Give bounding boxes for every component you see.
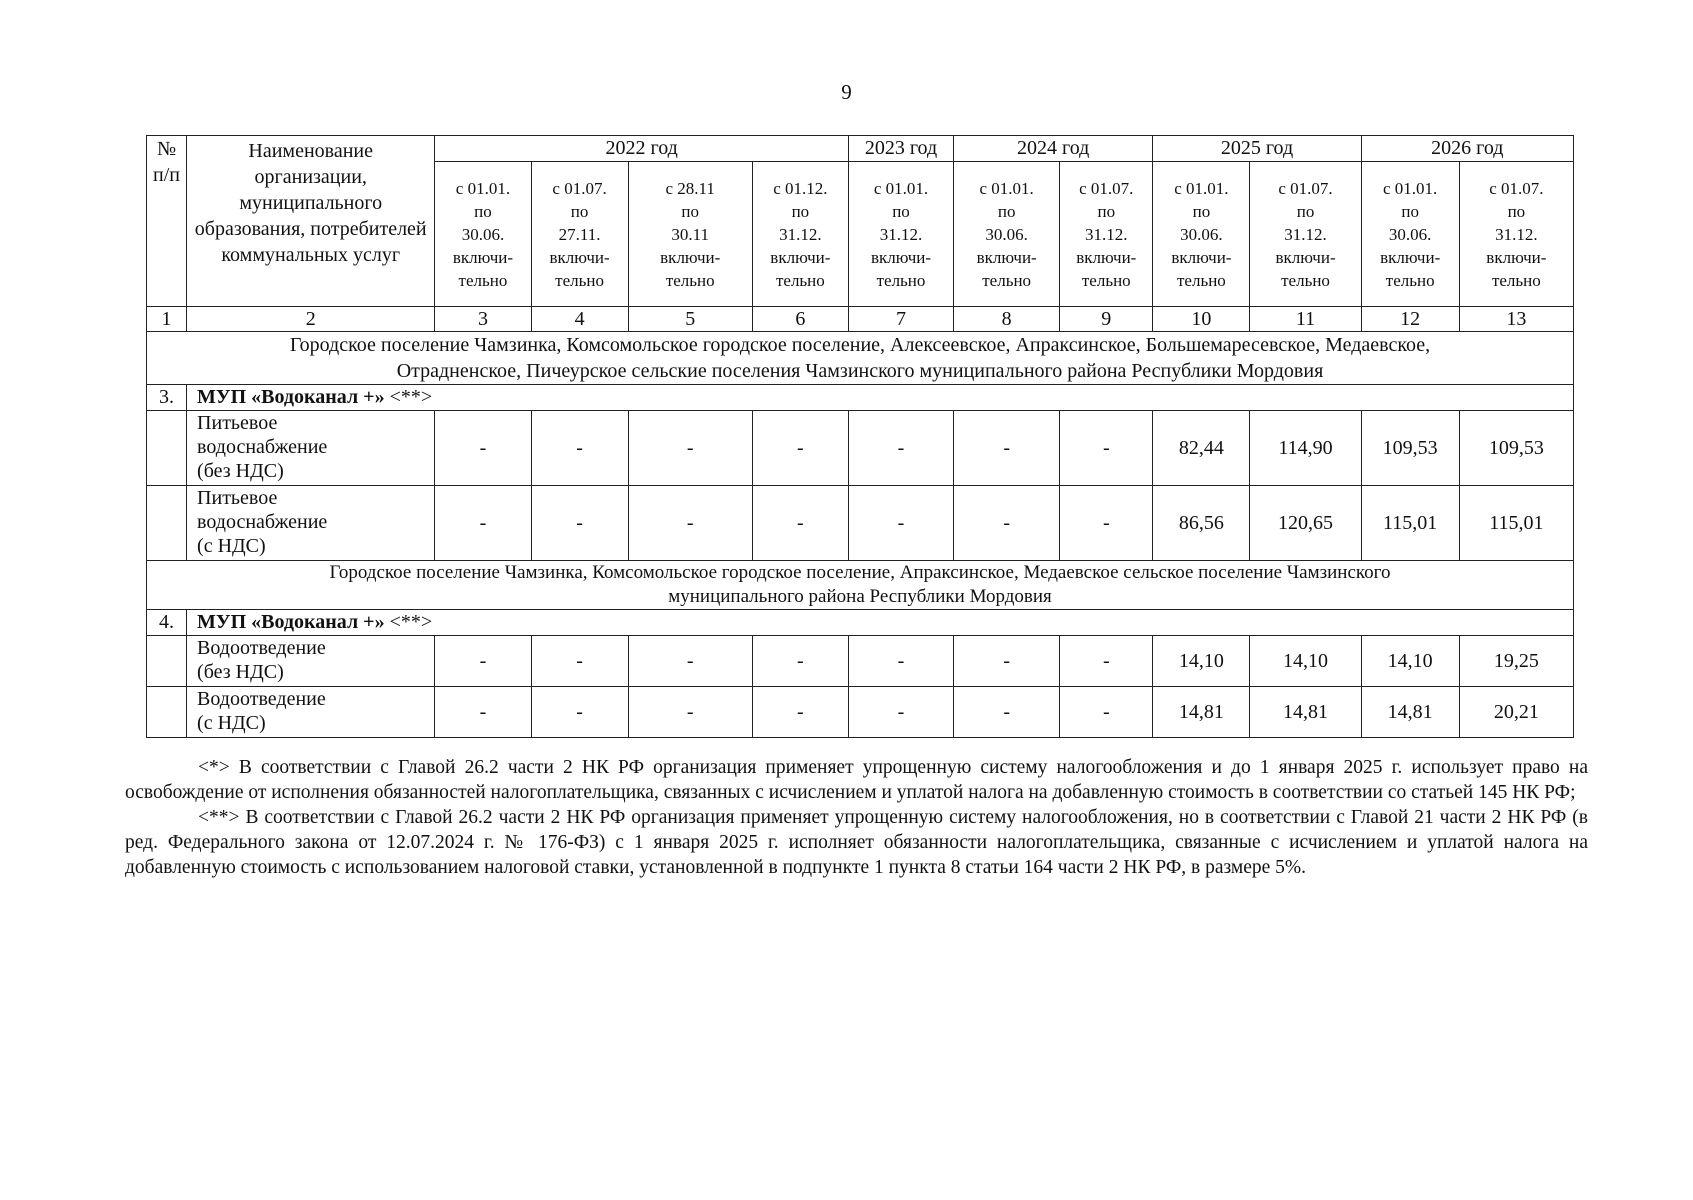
region-line: муниципального района Республики Мордовия bbox=[668, 586, 1052, 607]
region-row bbox=[147, 561, 1574, 610]
header-period-line: с 01.01. bbox=[1174, 178, 1229, 198]
tariff-value: - bbox=[848, 687, 953, 738]
service-name bbox=[187, 411, 435, 486]
header-period-line: тельно bbox=[1081, 270, 1131, 290]
region-line: Отрадненское, Пичеурское сельские поселения Чамзинского муниципального района Республики Мордовия bbox=[396, 360, 1324, 382]
column-number: 5 bbox=[628, 307, 752, 332]
header-period-line: по bbox=[681, 201, 700, 221]
tariff-value: - bbox=[531, 486, 628, 561]
service-row bbox=[147, 411, 1574, 486]
header-period bbox=[954, 162, 1060, 307]
header-period-line: по bbox=[1192, 201, 1211, 221]
header-period bbox=[848, 162, 953, 307]
tariff-value: - bbox=[531, 687, 628, 738]
column-number: 8 bbox=[954, 307, 1060, 332]
column-number: 2 bbox=[187, 307, 435, 332]
header-period-line: 31.12. bbox=[879, 224, 923, 244]
header-period bbox=[435, 162, 531, 307]
header-period-line: 30.06. bbox=[985, 224, 1028, 244]
tariff-value: - bbox=[848, 636, 953, 687]
column-number: 12 bbox=[1361, 307, 1459, 332]
header-period-line: включи- bbox=[870, 247, 932, 267]
organization-title: МУП «Водоканал +» bbox=[197, 611, 385, 633]
column-number: 10 bbox=[1153, 307, 1250, 332]
column-number: 13 bbox=[1459, 307, 1573, 332]
tariff-value: 14,10 bbox=[1153, 636, 1250, 687]
header-number bbox=[147, 136, 187, 307]
header-name bbox=[187, 136, 435, 307]
service-name-line: водоснабжение bbox=[197, 436, 328, 458]
organization-footnote-mark: <**> bbox=[389, 611, 433, 633]
header-period-line: с 01.07. bbox=[1079, 178, 1134, 198]
service-name-line: (без НДС) bbox=[197, 460, 284, 482]
service-name-line: Питьевое bbox=[197, 412, 278, 434]
header-period-line: 30.06. bbox=[1180, 224, 1223, 244]
header-period-line: 31.12. bbox=[779, 224, 822, 244]
tariff-value: 114,90 bbox=[1250, 411, 1361, 486]
header-period-line: с 01.01. bbox=[1383, 178, 1438, 198]
tariff-value: - bbox=[752, 411, 848, 486]
header-period-line: включи- bbox=[1275, 247, 1336, 267]
organization-name bbox=[187, 610, 1574, 636]
tariff-value: 115,01 bbox=[1361, 486, 1459, 561]
tariff-value: - bbox=[752, 486, 848, 561]
tariff-value: - bbox=[628, 411, 752, 486]
service-number-cell bbox=[147, 411, 187, 486]
tariff-value: - bbox=[752, 687, 848, 738]
column-number: 1 bbox=[147, 307, 187, 332]
header-period-line: с 28.11 bbox=[665, 178, 715, 198]
tariff-value: 109,53 bbox=[1459, 411, 1573, 486]
header-period-line: 31.12. bbox=[1284, 224, 1327, 244]
header-period-line: по bbox=[1296, 201, 1315, 221]
tariff-value: - bbox=[628, 636, 752, 687]
header-period-line: с 01.07. bbox=[1489, 178, 1544, 198]
region-line: Городское поселение Чамзинка, Комсомольское городское поселение, Апраксинское, Медаевское сельское поселение Чамзинского bbox=[329, 562, 1391, 583]
tariff-value: 14,81 bbox=[1153, 687, 1250, 738]
header-period-line: по bbox=[892, 201, 910, 221]
column-number: 4 bbox=[531, 307, 628, 332]
tariff-value: 120,65 bbox=[1250, 486, 1361, 561]
service-name-line: (без НДС) bbox=[197, 661, 284, 683]
header-period-line: тельно bbox=[1281, 270, 1330, 290]
header-period bbox=[752, 162, 848, 307]
header-period-line: с 01.07. bbox=[552, 178, 607, 198]
tariff-value: - bbox=[435, 636, 531, 687]
header-period-line: по bbox=[1097, 201, 1116, 221]
tariff-value: - bbox=[435, 687, 531, 738]
service-name-line: Питьевое bbox=[197, 487, 278, 509]
tariff-value: - bbox=[848, 411, 953, 486]
header-period-line: включи- bbox=[452, 247, 514, 267]
service-name-line: водоснабжение bbox=[197, 511, 328, 533]
header-period bbox=[1250, 162, 1361, 307]
tariff-value: - bbox=[1060, 636, 1153, 687]
header-period-line: включи- bbox=[660, 247, 721, 267]
organization-row bbox=[147, 610, 1574, 636]
header-period-line: включи- bbox=[549, 247, 610, 267]
organization-footnote-mark: <**> bbox=[389, 386, 433, 408]
service-name bbox=[187, 687, 435, 738]
header-period bbox=[1459, 162, 1573, 307]
header-period-line: 31.12. bbox=[1495, 224, 1538, 244]
tariff-value: - bbox=[752, 636, 848, 687]
tariff-value: 14,10 bbox=[1250, 636, 1361, 687]
service-name bbox=[187, 486, 435, 561]
header-period-line: 30.06. bbox=[1388, 224, 1432, 244]
header-period-line: тельно bbox=[1177, 270, 1226, 290]
header-year: 2025 год bbox=[1153, 136, 1361, 162]
service-name-line: Водоотведение bbox=[197, 637, 326, 659]
organization-name bbox=[187, 385, 1574, 411]
tariff-value: 109,53 bbox=[1361, 411, 1459, 486]
page-number: 9 bbox=[841, 80, 852, 104]
service-name-line: (с НДС) bbox=[197, 535, 266, 557]
tariff-value: 14,81 bbox=[1361, 687, 1459, 738]
header-period bbox=[531, 162, 628, 307]
header-period-line: тельно bbox=[458, 270, 508, 290]
header-year: 2024 год bbox=[954, 136, 1153, 162]
header-period-line: тельно bbox=[982, 270, 1032, 290]
column-number: 7 bbox=[848, 307, 953, 332]
column-numbers-row bbox=[147, 307, 1574, 332]
footnote-vat-5-percent: <**> В соответствии с Главой 26.2 части 2 НК РФ организация применяет упрощенную систему налогообложения, но в соответствии с Главой 21 части 2 НК РФ (в ред. Федерального закона от 12.07.2024 г. № 176-ФЗ) с 1 января 2025 г. исполняет обязанности налогоплательщика, связанные с исчислением и уплатой налога на добавленную стоимость с использованием налоговой ставки, установленной в подпункте 1 пункта 8 статьи 164 части 2 НК РФ, в размере 5%. bbox=[125, 807, 1588, 878]
region-line: Городское поселение Чамзинка, Комсомольское городское поселение, Алексеевское, Апраксинское, Большемаресевское, Медаевское, bbox=[289, 334, 1431, 356]
tariff-value: - bbox=[628, 486, 752, 561]
tariff-value: 82,44 bbox=[1153, 411, 1250, 486]
region-cell bbox=[147, 332, 1574, 385]
tariff-value: - bbox=[954, 636, 1060, 687]
column-number: 9 bbox=[1060, 307, 1153, 332]
header-period bbox=[1060, 162, 1153, 307]
organization-row bbox=[147, 385, 1574, 411]
tariff-value: - bbox=[954, 687, 1060, 738]
region-row bbox=[147, 332, 1574, 385]
header-year: 2023 год bbox=[848, 136, 953, 162]
organization-title: МУП «Водоканал +» bbox=[197, 386, 385, 408]
column-number: 3 bbox=[435, 307, 531, 332]
header-period bbox=[628, 162, 752, 307]
header-period-line: с 01.01. bbox=[455, 178, 511, 198]
service-name-line: (с НДС) bbox=[197, 712, 266, 734]
tariff-value: 19,25 bbox=[1459, 636, 1573, 687]
header-period bbox=[1361, 162, 1459, 307]
service-number-cell bbox=[147, 636, 187, 687]
header-period-line: включи- bbox=[770, 247, 831, 267]
organization-number: 4. bbox=[147, 610, 187, 636]
column-number: 11 bbox=[1250, 307, 1361, 332]
header-period bbox=[1153, 162, 1250, 307]
header-period-line: включи- bbox=[1076, 247, 1137, 267]
service-row bbox=[147, 687, 1574, 738]
header-period-line: с 01.01. bbox=[979, 178, 1034, 198]
footnotes bbox=[125, 755, 1588, 880]
tariff-value: 14,81 bbox=[1250, 687, 1361, 738]
header-year: 2022 год bbox=[435, 136, 849, 162]
tariff-value: - bbox=[435, 486, 531, 561]
header-period-line: включи- bbox=[976, 247, 1037, 267]
header-period-line: с 01.07. bbox=[1278, 178, 1333, 198]
tariff-value: - bbox=[954, 411, 1060, 486]
header-period-line: по bbox=[1507, 201, 1526, 221]
tariff-value: 86,56 bbox=[1153, 486, 1250, 561]
header-period-line: с 01.01. bbox=[873, 178, 929, 198]
header-period-line: тельно bbox=[1385, 270, 1435, 290]
service-row bbox=[147, 636, 1574, 687]
tariff-table bbox=[146, 135, 1574, 738]
service-row bbox=[147, 486, 1574, 561]
service-number-cell bbox=[147, 687, 187, 738]
header-period-line: 30.06. bbox=[461, 224, 505, 244]
tariff-value: - bbox=[848, 486, 953, 561]
header-period-line: по bbox=[791, 201, 810, 221]
header-period-line: 27.11. bbox=[558, 224, 601, 244]
tariff-value: - bbox=[954, 486, 1060, 561]
tariff-value: 115,01 bbox=[1459, 486, 1573, 561]
header-period-line: по bbox=[570, 201, 589, 221]
tariff-value: 14,10 bbox=[1361, 636, 1459, 687]
header-period-line: включи- bbox=[1486, 247, 1547, 267]
header-period-line: по bbox=[997, 201, 1016, 221]
header-name-label: Наименование организации, муниципального образования, потребителей коммунальных услуг bbox=[194, 140, 427, 266]
tariff-value: - bbox=[1060, 687, 1153, 738]
header-period-line: включи- bbox=[1380, 247, 1441, 267]
region-cell bbox=[147, 561, 1574, 610]
header-period-line: тельно bbox=[665, 270, 715, 290]
tariff-value: - bbox=[531, 636, 628, 687]
header-year: 2026 год bbox=[1361, 136, 1573, 162]
header-period-line: 30.11 bbox=[671, 224, 710, 244]
header-period-line: с 01.12. bbox=[773, 178, 828, 198]
tariff-value: - bbox=[628, 687, 752, 738]
column-number: 6 bbox=[752, 307, 848, 332]
tariff-value: - bbox=[1060, 411, 1153, 486]
header-number-label: № п/п bbox=[153, 138, 180, 186]
service-number-cell bbox=[147, 486, 187, 561]
header-period-line: по bbox=[474, 201, 492, 221]
tariff-value: - bbox=[1060, 486, 1153, 561]
service-name-line: Водоотведение bbox=[197, 688, 326, 710]
header-years-row bbox=[147, 136, 1574, 162]
tariff-value: 20,21 bbox=[1459, 687, 1573, 738]
header-period-line: тельно bbox=[876, 270, 926, 290]
header-period-line: 31.12. bbox=[1085, 224, 1128, 244]
tariff-value: - bbox=[435, 411, 531, 486]
header-period-line: включи- bbox=[1171, 247, 1232, 267]
organization-number: 3. bbox=[147, 385, 187, 411]
footnote-vat-exemption: <*> В соответствии с Главой 26.2 части 2 НК РФ организация применяет упрощенную систему налогообложения и до 1 января 2025 г. использует право на освобождение от исполнения обязанностей налогоплательщика, связанных с исчислением и уплатой налога на добавленную стоимость в соответствии со статьей 145 НК РФ; bbox=[125, 757, 1588, 803]
tariff-value: - bbox=[531, 411, 628, 486]
header-period-line: тельно bbox=[555, 270, 604, 290]
header-period-line: тельно bbox=[1491, 270, 1541, 290]
header-period-line: тельно bbox=[775, 270, 825, 290]
service-name bbox=[187, 636, 435, 687]
header-period-line: по bbox=[1401, 201, 1419, 221]
